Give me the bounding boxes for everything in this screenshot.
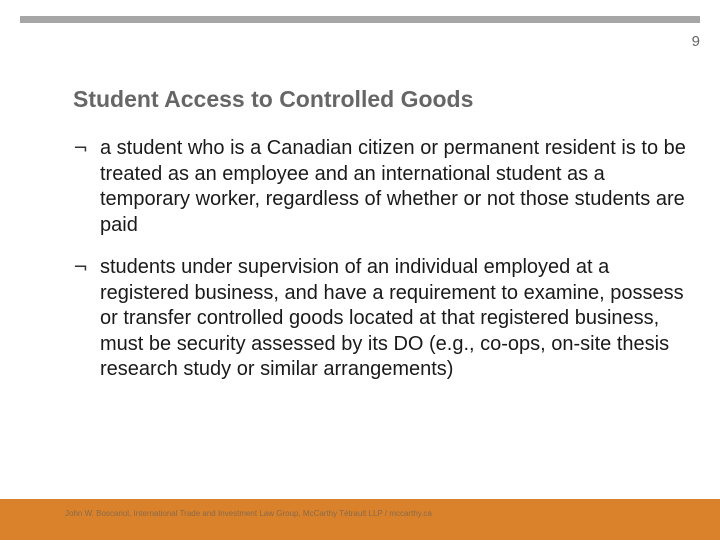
page-number: 9 <box>691 33 700 50</box>
footer-bar <box>0 499 720 540</box>
footer-text: John W. Boscariol, International Trade and Investment Law Group, McCarthy Tétrault LLP / mccarthy.ca <box>65 509 432 518</box>
bullet-item <box>73 136 693 238</box>
top-rule <box>20 16 700 23</box>
bullet-text: a student who is a Canadian citizen or permanent resident is to be treated as an employee and an international student as a temporary worker, regardless of whether or not those students are paid <box>100 137 686 236</box>
bullet-item <box>73 255 693 383</box>
bullet-marker-icon: ¬ <box>73 138 89 159</box>
bullet-marker-icon: ¬ <box>73 257 89 278</box>
slide-title: Student Access to Controlled Goods <box>73 86 474 112</box>
bullet-list <box>73 136 693 400</box>
bullet-text: students under supervision of an individual employed at a registered business, and have a requirement to examine, possess or transfer controlled goods located at that registered business, must be security assessed by its DO (e.g., co-ops, on-site thesis research study or similar arrangements) <box>100 256 684 380</box>
